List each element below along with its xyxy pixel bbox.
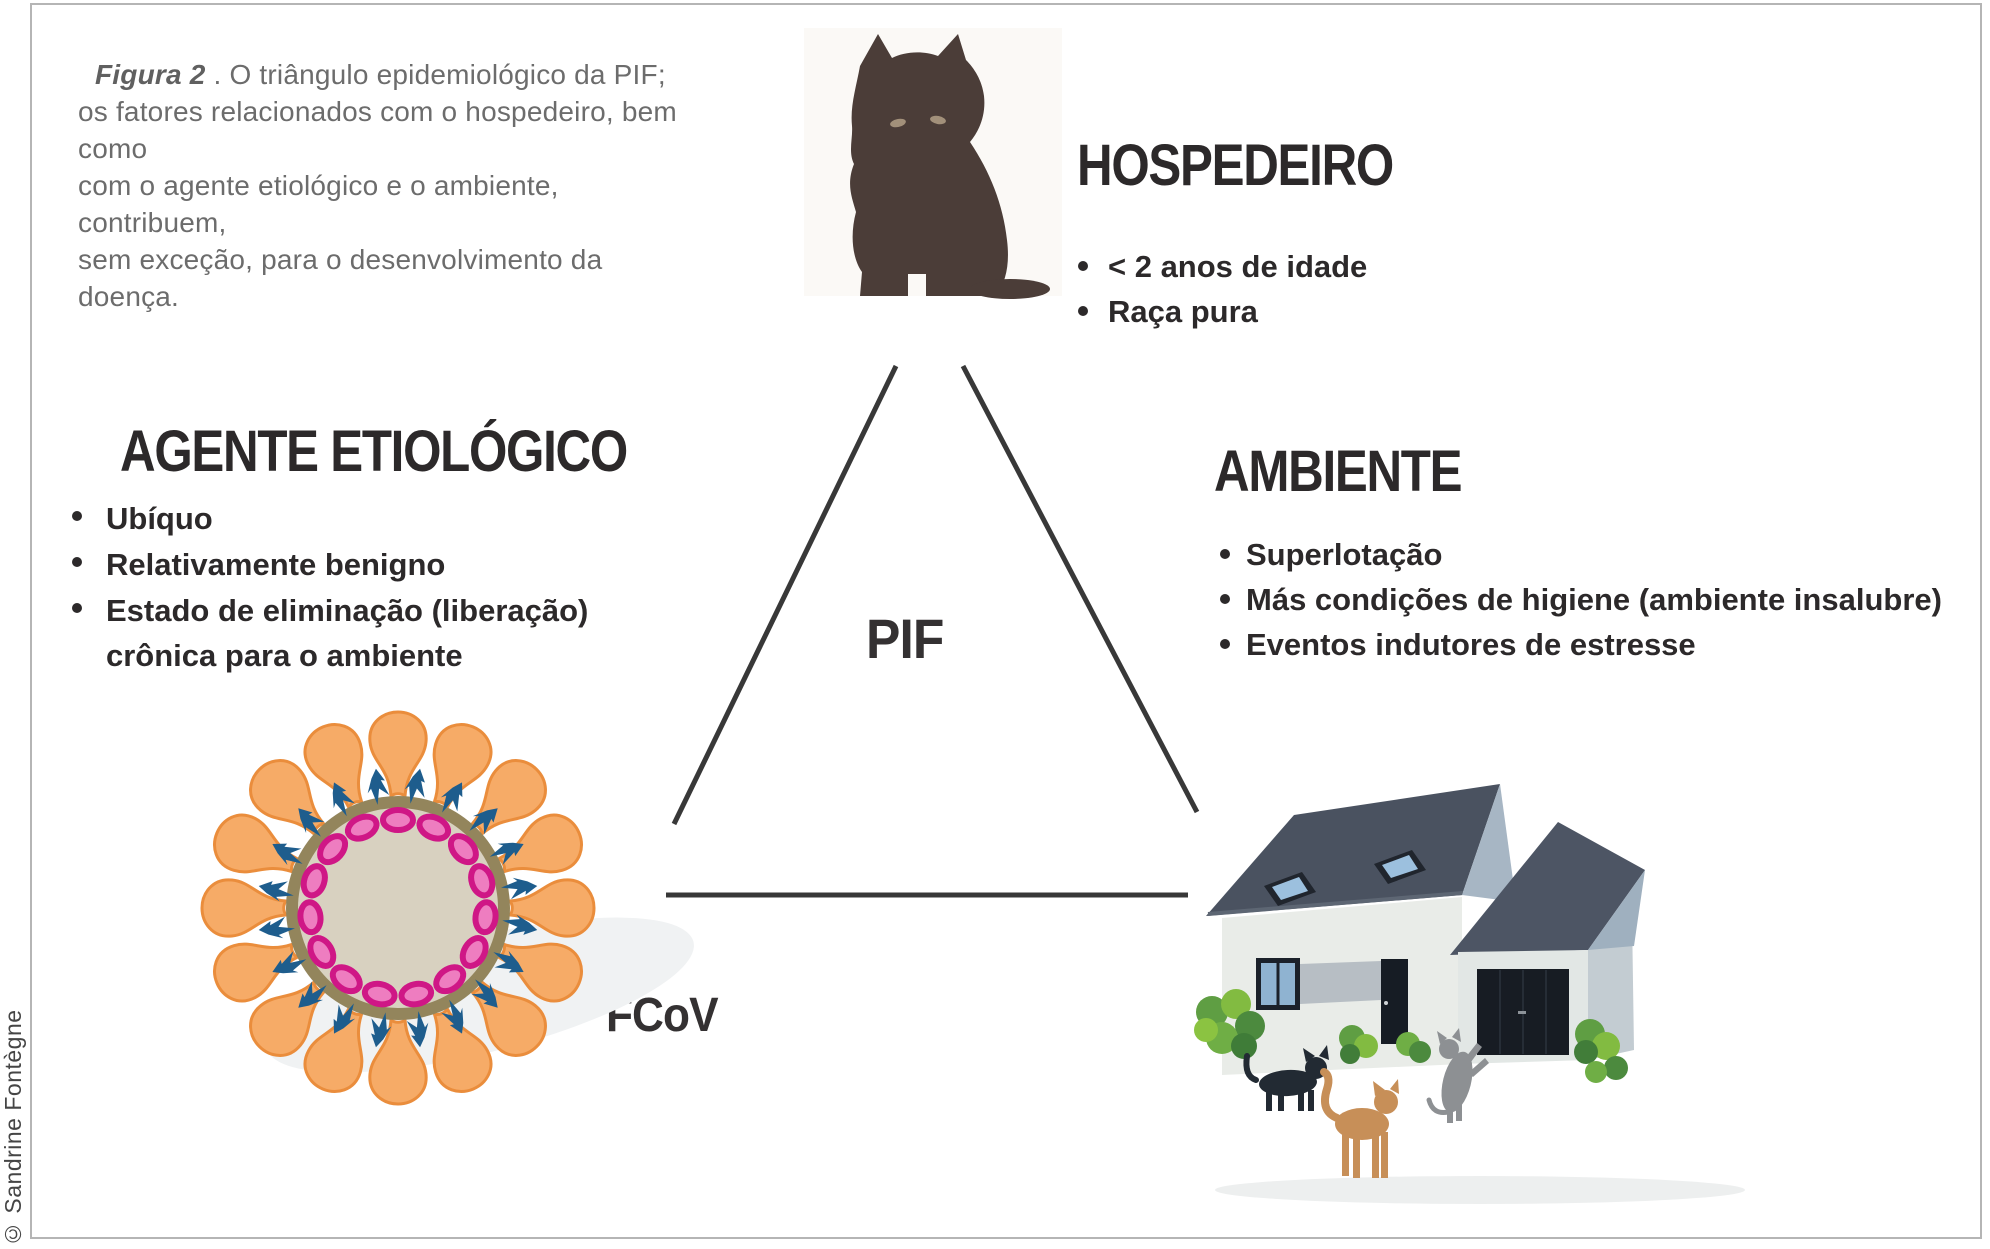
house-main-roof — [1206, 784, 1500, 916]
house-gray-band — [1300, 961, 1381, 1004]
list-item: Estado de eliminação (liberação) crônica para o ambiente — [106, 588, 656, 678]
figure-number-label: Figura 2 — [95, 59, 206, 90]
caption-line-1: Figura 2 . O triângulo epidemiológico da PIF; — [78, 56, 698, 93]
list-item: Raça pura — [1108, 289, 1367, 334]
triangle-right-edge — [963, 366, 1197, 812]
orange-cat-icon — [1324, 1072, 1399, 1178]
host-section-title: HOSPEDEIRO — [1077, 133, 1393, 198]
caption-line-2: os fatores relacionados com o hospedeiro, bem como — [78, 96, 677, 164]
environment-bullet-list — [1246, 532, 1942, 667]
list-item: < 2 anos de idade — [1108, 244, 1367, 289]
list-item: Relativamente benigno — [106, 542, 656, 587]
triangle-left-edge — [674, 366, 896, 824]
credit-text: © Sandrine Fontègne — [0, 1009, 26, 1247]
virus-label: FCoV — [606, 989, 718, 1042]
caption-line-4: sem exceção, para o desenvolvimento da doença. — [78, 244, 603, 312]
triangle-center-label: PIF — [866, 607, 944, 670]
coronavirus-icon — [192, 702, 604, 1114]
host-bullet-list — [1108, 244, 1367, 334]
cat-silhouette-icon — [798, 26, 1070, 300]
list-item: Eventos indutores de estresse — [1246, 622, 1942, 667]
environment-section-title: AMBIENTE — [1214, 439, 1462, 504]
list-item: Superlotação — [1246, 532, 1942, 577]
house-illustration — [1185, 772, 1785, 1207]
list-item: Más condições de higiene (ambiente insalubre) — [1246, 577, 1942, 622]
list-item: Ubíquo — [106, 496, 656, 541]
agent-bullet-list — [106, 496, 656, 679]
caption-line-3: com o agente etiológico e o ambiente, contribuem, — [78, 170, 559, 238]
agent-section-title: AGENTE ETIOLÓGICO — [120, 419, 627, 484]
